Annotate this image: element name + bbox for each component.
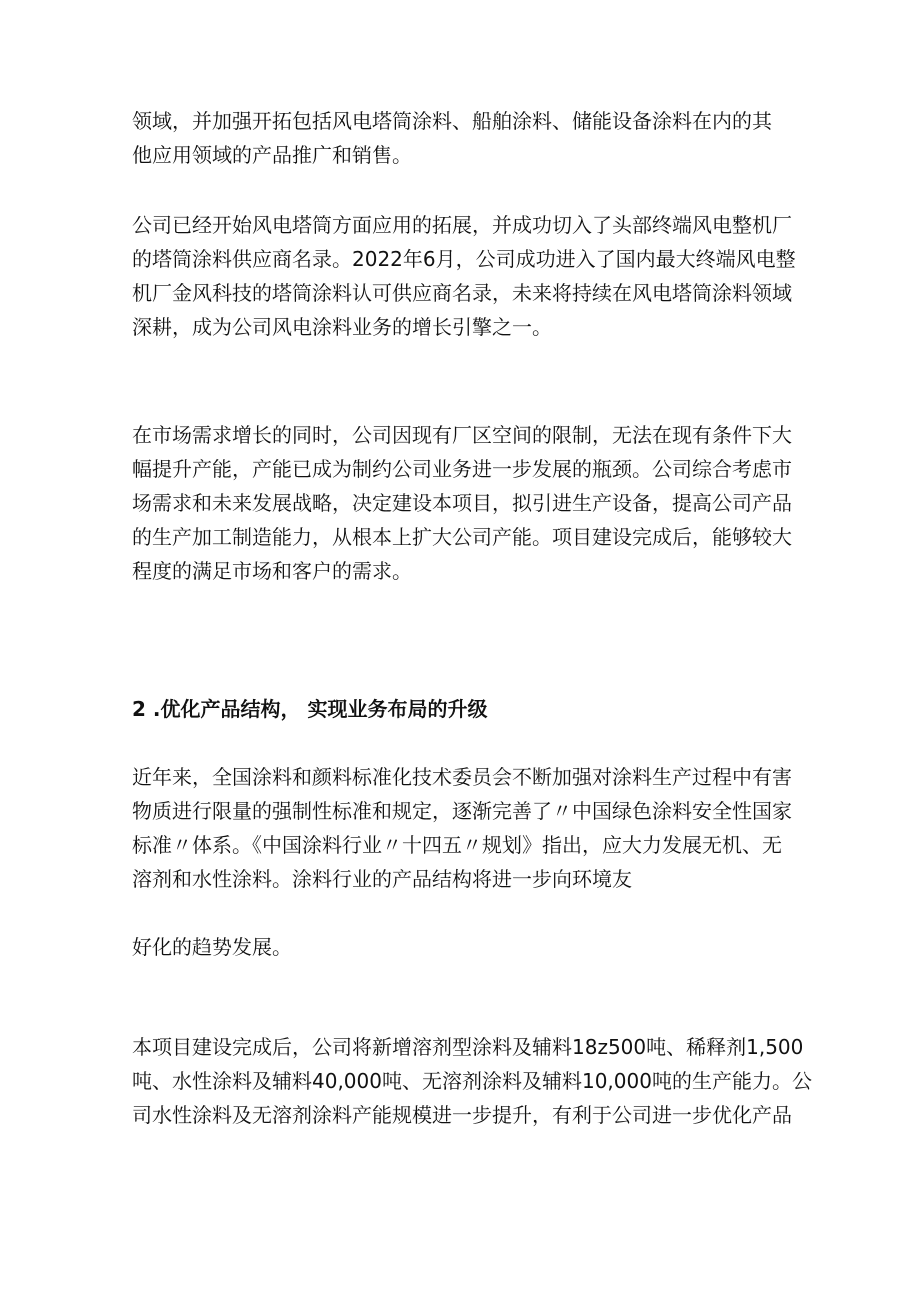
text-line: 近年来，全国涂料和颜料标准化技术委员会不断加强对涂料生产过程中有害	[132, 765, 792, 789]
paragraph-6	[132, 1030, 812, 1132]
text-line: 吨、水性涂料及辅料40,000吨、无溶剂涂料及辅料10,000吨的生产能力。公	[132, 1069, 812, 1093]
text-line: 本项目建设完成后，公司将新增溶剂型涂料及辅料18z500吨、稀释剂1,500	[132, 1035, 804, 1059]
paragraph-1	[132, 104, 802, 172]
text-line: 场需求和未来发展战略，决定建设本项目，拟引进生产设备，提高公司产品	[132, 491, 792, 515]
paragraph-4	[132, 760, 802, 896]
text-line: 物质进行限量的强制性标准和规定，逐渐完善了〃中国绿色涂料安全性国家	[132, 799, 792, 823]
text-line: 在市场需求增长的同时，公司因现有厂区空间的限制，无法在现有条件下大	[132, 423, 792, 447]
text-line: 公司已经开始风电塔筒方面应用的拓展，并成功切入了头部终端风电整机厂	[132, 213, 792, 237]
text-line: 程度的满足市场和客户的需求。	[132, 559, 412, 583]
paragraph-5	[132, 930, 802, 964]
text-line: 的生产加工制造能力，从根本上扩大公司产能。项目建设完成后，能够较大	[132, 525, 792, 549]
text-line: 司水性涂料及无溶剂涂料产能规模进一步提升，有利于公司进一步优化产品	[132, 1103, 792, 1127]
heading-text: 2 .优化产品结构， 实现业务布局的升级	[132, 697, 488, 721]
text-line: 标准〃体系。《中国涂料行业〃十四五〃规划》指出，应大力发展无机、无	[132, 833, 782, 857]
text-line: 的塔筒涂料供应商名录。2022年6月，公司成功进入了国内最大终端风电整	[132, 247, 796, 271]
text-line: 领域，并加强开拓包括风电塔筒涂料、船舶涂料、储能设备涂料在内的其	[132, 109, 772, 133]
text-line: 幅提升产能，产能已成为制约公司业务进一步发展的瓶颈。公司综合考虑市	[132, 457, 792, 481]
text-line: 机厂金风科技的塔筒涂料认可供应商名录，未来将持续在风电塔筒涂料领域	[132, 281, 792, 305]
paragraph-3	[132, 418, 802, 588]
section-heading	[132, 692, 802, 726]
text-line: 他应用领域的产品推广和销售。	[132, 143, 412, 167]
text-line: 深耕，成为公司风电涂料业务的增长引擎之一。	[132, 315, 552, 339]
text-line: 好化的趋势发展。	[132, 935, 292, 959]
paragraph-2	[132, 208, 802, 344]
text-line: 溶剂和水性涂料。涂料行业的产品结构将进一步向环境友	[132, 867, 632, 891]
